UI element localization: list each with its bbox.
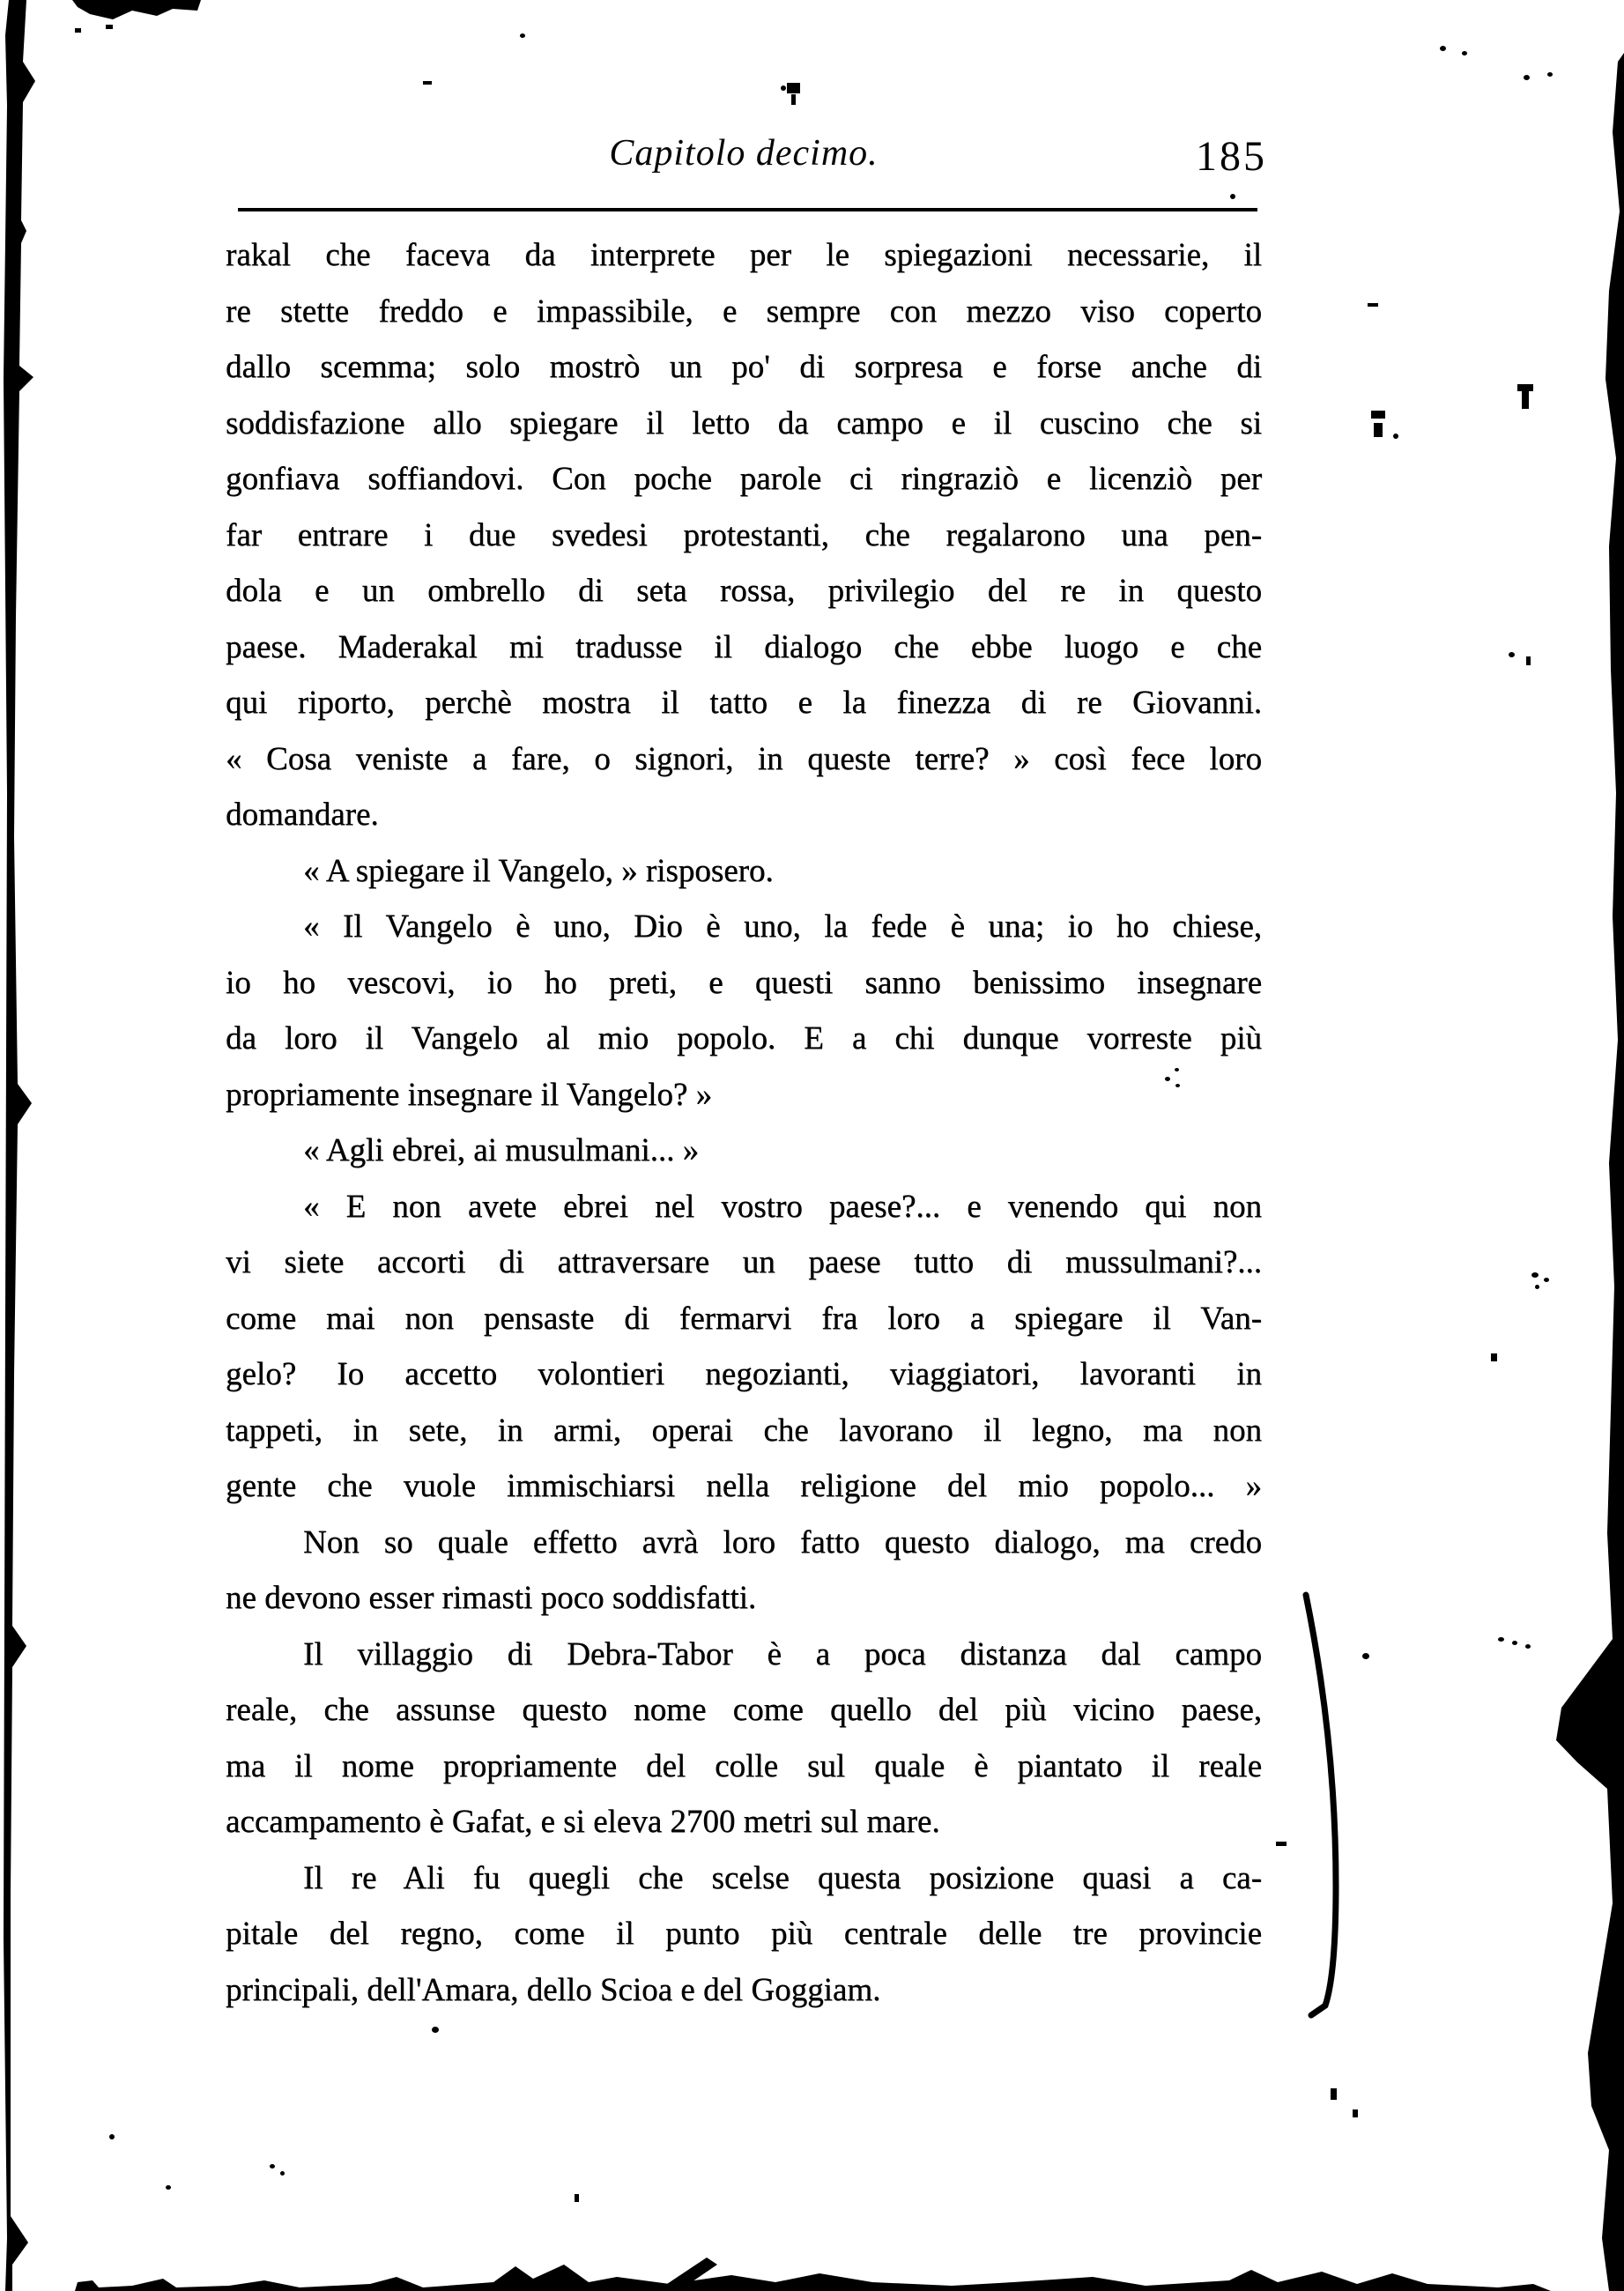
scan-speck	[423, 81, 432, 85]
scan-speck	[1509, 652, 1515, 657]
scan-speck	[166, 2185, 171, 2190]
scan-speck	[106, 25, 113, 29]
text-line: « Agli ebrei, ai musulmani... »	[303, 1132, 700, 1168]
scan-speck	[1535, 1285, 1539, 1289]
text-line: « Il Vangelo è uno, Dio è uno, la fede è una; io ho chiese,	[303, 908, 1262, 945]
scan-speck	[1230, 194, 1235, 199]
scan-speck	[1544, 1278, 1549, 1282]
scan-speck	[1371, 411, 1385, 419]
text-line: gonfiava soffiandovi. Con poche parole ci ringraziò e licenziò per	[226, 461, 1262, 497]
text-line: dola e un ombrello di seta rossa, privilegio del re in questo	[226, 573, 1262, 609]
header-rule	[238, 208, 1257, 211]
scan-smudge-top-left	[72, 0, 201, 19]
scan-speck	[1531, 1272, 1539, 1278]
text-line: soddisfazione allo spiegare il letto da campo e il cuscino che si	[226, 404, 1262, 441]
body-text	[226, 227, 1262, 2018]
text-line: reale, che assunse questo nome come quello del più vicino paese,	[226, 1692, 1262, 1728]
scan-speck	[787, 83, 800, 93]
text-line: Il villaggio di Debra-Tabor è a poca distanza dal campo	[303, 1635, 1262, 1672]
text-line: vi siete accorti di attraversare un paese tutto di mussulmani?...	[226, 1244, 1262, 1280]
text-line: come mai non pensaste di fermarvi fra loro a spiegare il Van-	[226, 1300, 1262, 1337]
scan-speck	[432, 2027, 439, 2033]
text-line: « A spiegare il Vangelo, » risposero.	[303, 852, 774, 889]
scan-speck	[1491, 1353, 1497, 1361]
scan-speck	[1393, 434, 1398, 439]
scan-speck	[1440, 46, 1446, 51]
scan-speck	[791, 94, 796, 105]
text-line: propriamente insegnare il Vangelo? »	[226, 1076, 713, 1113]
text-line: paese. Maderakal mi tradusse il dialogo che ebbe luogo e che	[226, 628, 1262, 665]
chapter-heading: Capitolo decimo.	[609, 133, 879, 174]
text-line: « E non avete ebrei nel vostro paese?... e venendo qui non	[303, 1188, 1262, 1225]
scan-speck	[1498, 1637, 1504, 1642]
scan-speck	[1165, 1077, 1170, 1081]
scan-speck	[520, 33, 525, 38]
page-edge-right	[1556, 53, 1624, 2291]
text-line: pitale del regno, come il punto più centrale delle tre provincie	[226, 1916, 1262, 1952]
text-line: da loro il Vangelo al mio popolo. E a chi dunque vorreste più	[226, 1020, 1262, 1057]
text-line: gente che vuole immischiarsi nella religione del mio popolo... »	[226, 1468, 1262, 1504]
page-number: 185	[1196, 133, 1267, 180]
text-line: gelo? Io accetto volontieri negozianti, viaggiatori, lavoranti in	[226, 1356, 1262, 1392]
bottom-edge-artifact	[75, 2265, 1551, 2291]
scan-speck	[1362, 1653, 1369, 1659]
scan-speck	[1524, 75, 1530, 80]
scan-speck	[781, 85, 786, 91]
scan-speck	[1526, 656, 1531, 665]
text-line: re stette freddo e impassibile, e sempre con mezzo viso coperto	[226, 293, 1262, 330]
scan-speck	[1331, 2088, 1337, 2100]
scan-speck	[1547, 72, 1553, 77]
scan-speck	[1522, 391, 1529, 409]
scan-speck	[575, 2194, 579, 2202]
text-line: ma il nome propriamente del colle sul quale è piantato il reale	[226, 1747, 1262, 1784]
scan-speck	[1175, 1084, 1180, 1087]
text-line: accampamento è Gafat, e si eleva 2700 metri sul mare.	[226, 1804, 940, 1840]
binding-shadow-left	[4, 0, 35, 2291]
text-line: domandare.	[226, 797, 379, 833]
scan-speck	[109, 2134, 115, 2139]
scan-speck	[1517, 384, 1533, 391]
text-line: rakal che faceva da interprete per le spiegazioni necessarie, il	[226, 237, 1262, 273]
scan-speck	[1462, 51, 1467, 56]
scan-speck	[1276, 1842, 1287, 1846]
text-line: far entrare i due svedesi protestanti, che regalarono una pen-	[226, 516, 1262, 553]
scan-speck	[75, 28, 81, 33]
text-line: qui riporto, perchè mostra il tatto e la finezza di re Giovanni.	[226, 685, 1262, 721]
text-line: Non so quale effetto avrà loro fatto questo dialogo, ma credo	[303, 1524, 1262, 1561]
text-line: ne devono esser rimasti poco soddisfatti.	[226, 1580, 757, 1616]
scan-speck	[1525, 1644, 1531, 1649]
pen-stroke-mark	[1306, 1595, 1336, 2015]
scan-speck	[1512, 1641, 1517, 1645]
scan-speck	[1175, 1068, 1179, 1071]
text-line: « Cosa veniste a fare, o signori, in queste terre? » così fece loro	[226, 740, 1262, 777]
scan-speck	[270, 2164, 275, 2169]
scan-speck	[280, 2171, 285, 2176]
text-line: principali, dell'Amara, dello Scioa e del Goggiam.	[226, 1971, 881, 2008]
text-line: tappeti, in sete, in armi, operai che lavorano il legno, ma non	[226, 1412, 1262, 1449]
bottom-diagonal-mark	[656, 2258, 717, 2291]
text-line: io ho vescovi, io ho preti, e questi sanno benissimo insegnare	[226, 964, 1262, 1001]
scan-speck	[1353, 2109, 1358, 2117]
text-line: Il re Ali fu quegli che scelse questa posizione quasi a ca-	[303, 1859, 1262, 1896]
scan-speck	[1374, 423, 1383, 437]
text-line: dallo scemma; solo mostrò un po' di sorpresa e forse anche di	[226, 349, 1262, 385]
scan-speck	[1368, 303, 1378, 307]
